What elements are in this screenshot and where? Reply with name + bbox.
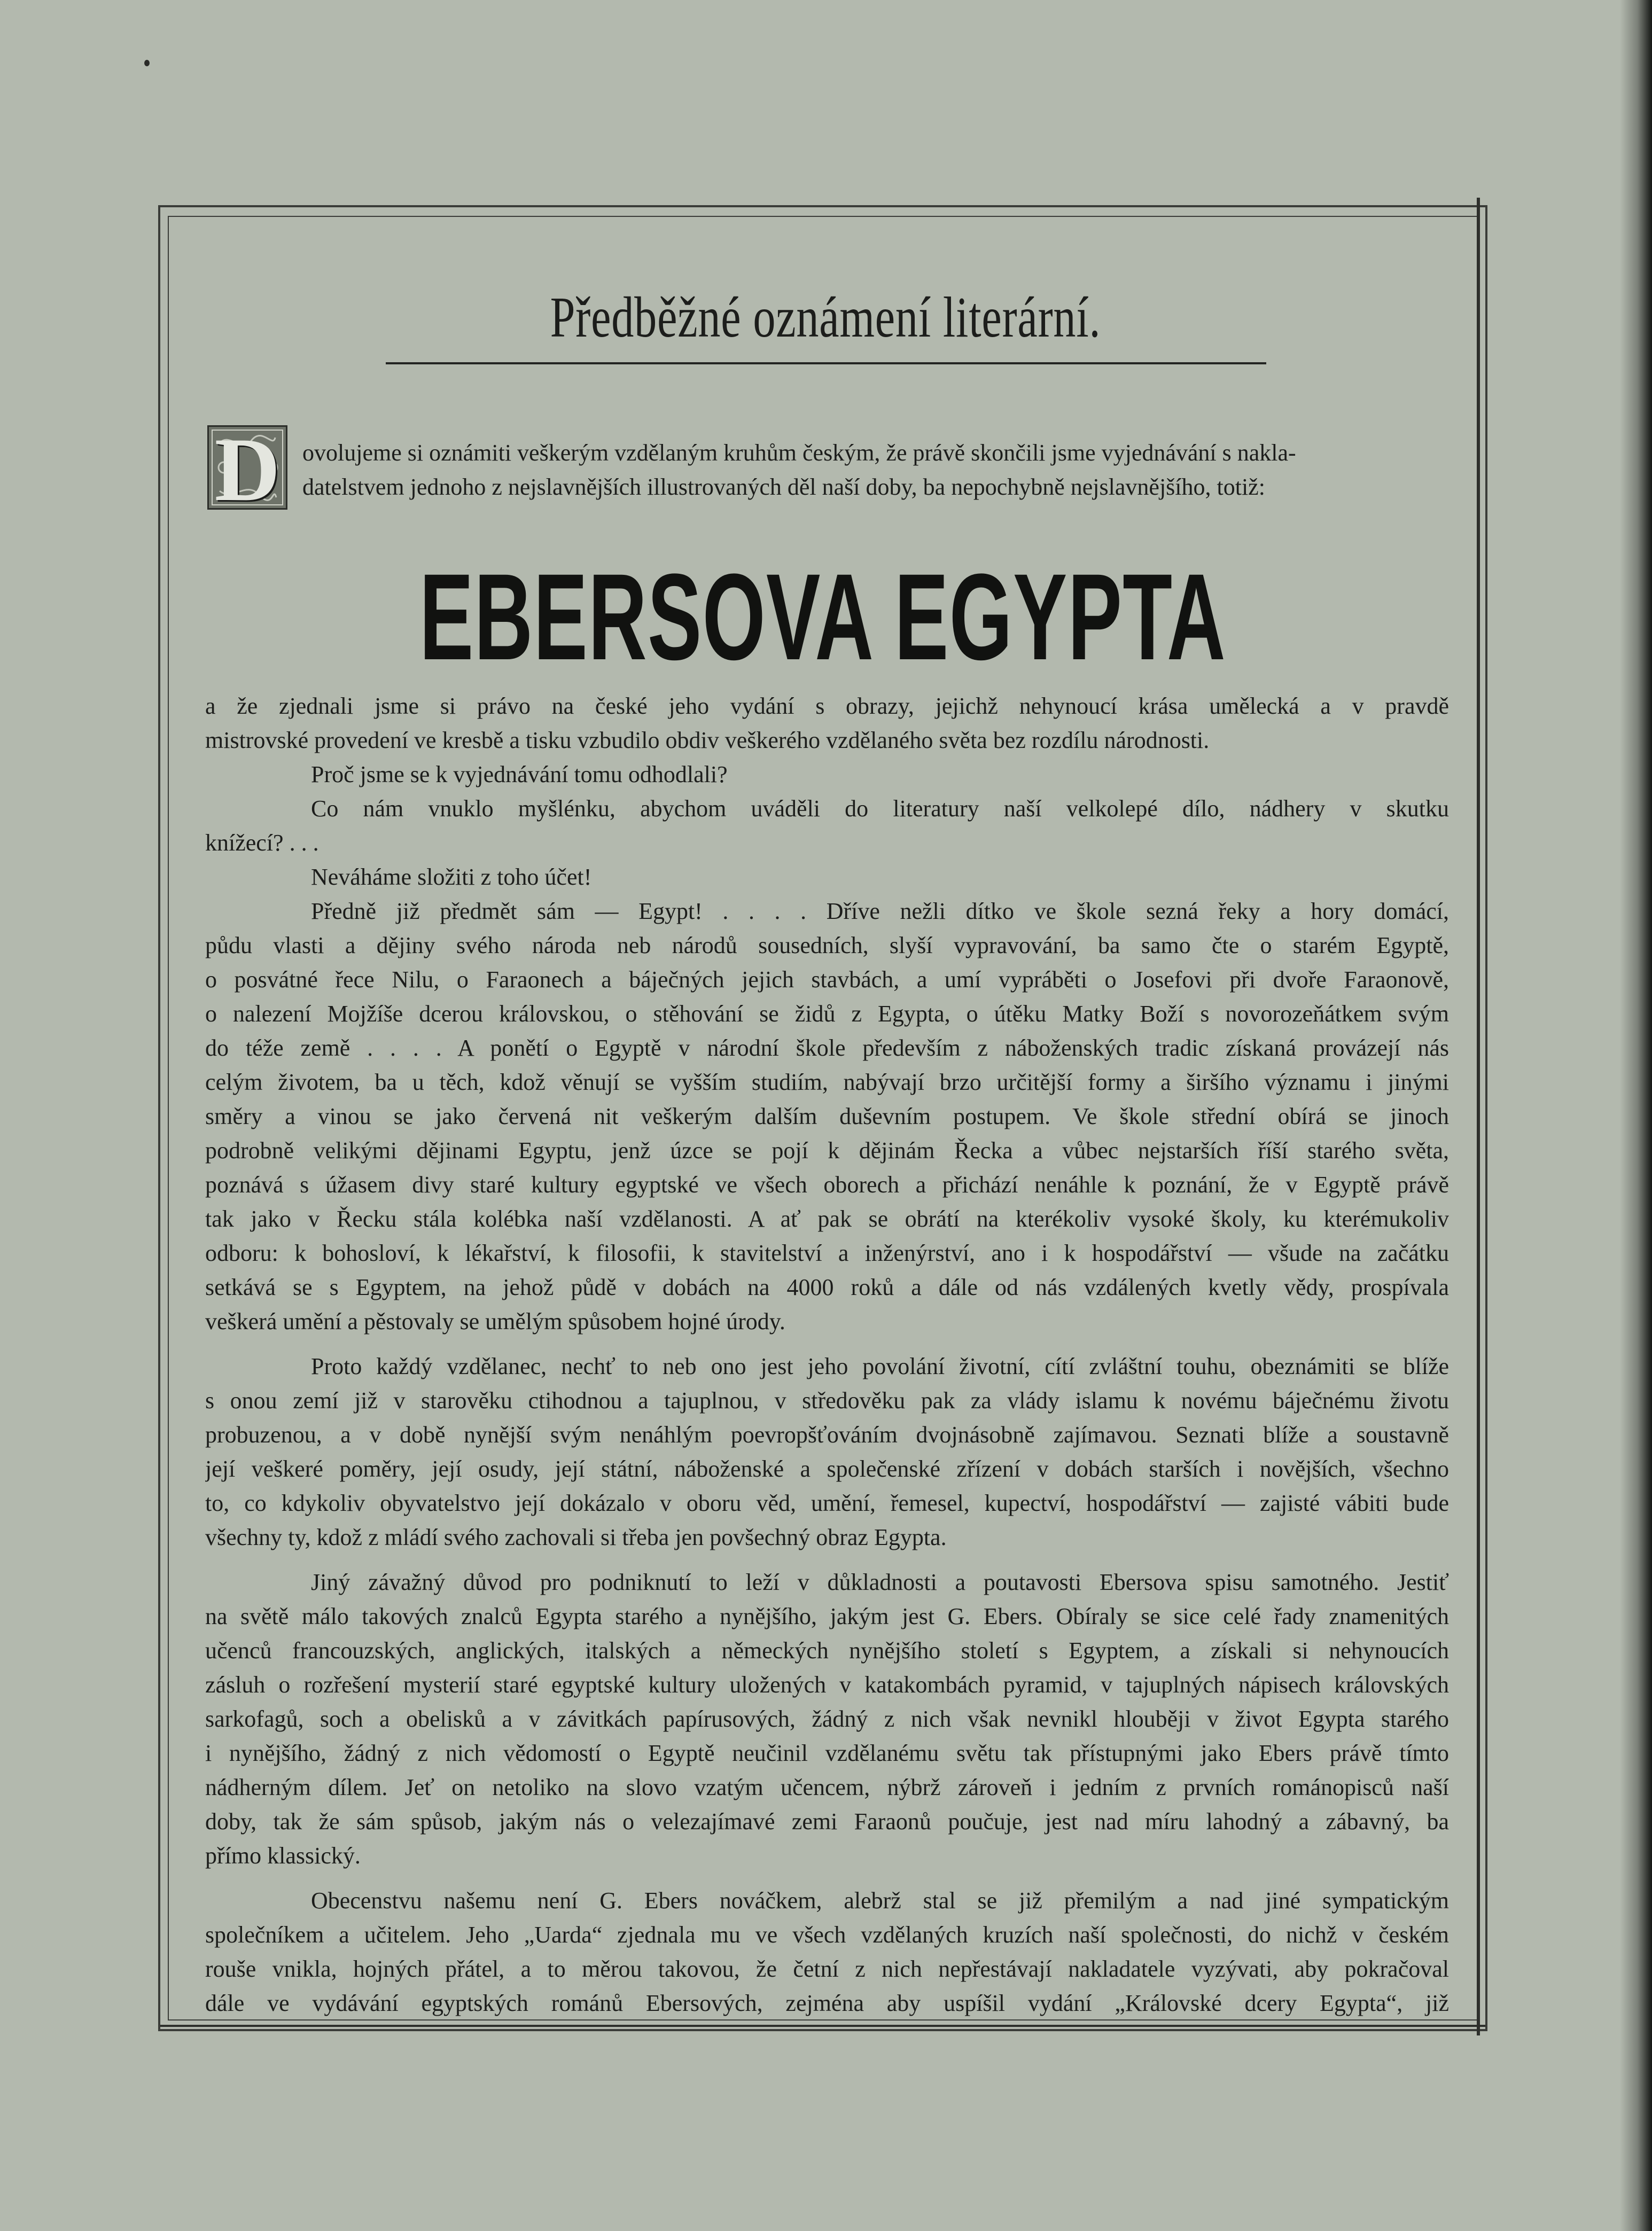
text-line: směry a vinou se jako červená nit veškerým dalším duševním postupem. Ve škole střední obírá se jinoch: [205, 1103, 1449, 1129]
decorative-initial: [207, 419, 287, 520]
text-line: probuzenou, a v době nynější svým nenáhlým poevropšťováním dvojnásobně zajímavou. Seznati blíže a soustavně: [205, 1422, 1449, 1448]
text-line: nádherným dílem. Jeť on netoliko na slovo vzatým učencem, nýbrž zároveň i jedním z prvních románopisců naší: [205, 1774, 1449, 1800]
initial-letter: D: [214, 419, 280, 520]
text-line: zásluh o rozřešení mysterií staré egyptské kultury uložených v katakombách pyramid, v tajuplných nápisech královských: [205, 1672, 1449, 1698]
paragraph: [205, 792, 1449, 860]
text-line: společníkem a učitelem. Jeho „Uarda“ zjednala mu ve všech vzdělaných kruzích naší společnosti, do nichž v českém: [205, 1922, 1449, 1948]
text-line: rouše vnikla, hojných přátel, a to měrou takovou, že četní z nich nepřestávají nakladatele vyzývati, aby pokračoval: [205, 1956, 1449, 1982]
text-line: veškerá umění a pěstovaly se umělým spůsobem hojné úrody.: [205, 1308, 785, 1335]
frame-rule-bottom: [160, 2025, 1485, 2027]
page-heading: Předběžné oznámení literární.: [550, 286, 1101, 349]
announced-title: EBERSOVA EGYPTA: [419, 548, 1226, 685]
text-line: celým životem, ba u těch, kdož věnují se vyšším studiím, nabývají brzo určitější formy a širšího významu i jinými: [205, 1069, 1449, 1095]
text-line: Proto každý vzdělanec, nechť to neb ono jest jeho povolání životní, cítí zvláštní touhu, obeznámiti se blíže: [311, 1353, 1449, 1379]
paragraph: [205, 860, 1449, 894]
text-line: to, co kdykoliv obyvatelstvo její dokázalo v oboru věd, umění, řemesel, kupectví, hospodářství — zajisté vábiti bude: [205, 1490, 1449, 1516]
paragraph: [205, 1349, 1449, 1555]
text-line: odboru: k bohosloví, k lékařství, k filosofii, k stavitelství a inženýrství, ano i k hospodářství — všude na začátku: [205, 1240, 1449, 1266]
text-line: s onou zemí již v starověku ctihodnou a tajuplnou, v středověku pak za vlády islamu k novému báječnému životu: [205, 1387, 1449, 1414]
text-line: sarkofagů, soch a obelisků a v závitkách papírusových, žádný z nich však nevnikl hlouběji v život Egypta starého: [205, 1706, 1449, 1732]
article-body: [205, 689, 1449, 2021]
paragraph: [205, 1565, 1449, 1873]
text-line: mistrovské provedení ve kresbě a tisku vzbudilo obdiv veškerého vzdělaného světa bez rozdílu národnosti.: [205, 727, 1210, 753]
text-line: učenců francouzských, anglických, italských a německých nynějšího století s Egyptem, a získali si nehynoucích: [205, 1637, 1449, 1664]
text-line: poznává s úžasem divy staré kultury egyptské ve všech oborech a přichází nenáhle k poznání, že v Egyptě právě: [205, 1172, 1449, 1198]
intro-line-2: datelstvem jednoho z nejslavnějších illustrovaných děl naší doby, ba nepochybně nejslavnějšího, totiž:: [302, 474, 1265, 500]
text-line: její veškeré poměry, její osudy, její státní, náboženské a společenské zřízení v dobách starších i novějších, všechno: [205, 1456, 1449, 1482]
text-line: tak jako v Řecku stála kolébka naší vzdělanosti. A ať pak se obrátí na kterékoliv vysoké školy, ku kterémukoliv: [205, 1206, 1449, 1232]
text-line: i nynějšího, žádný z nich vědomostí o Egyptě neučinil vzdělanému světu tak přístupnými jako Ebers právě tímto: [205, 1740, 1449, 1766]
paragraph: [205, 1884, 1449, 2021]
text-line: na světě málo takových znalců Egypta starého a nynějšího, jakým jest G. Ebers. Obíraly se sice celé řady znamenitých: [205, 1603, 1449, 1629]
page-edge-shadow: [1620, 0, 1652, 2231]
text-line: půdu vlasti a dějiny svého národa neb národů sousedních, slyší vypravování, ba samo čte o starém Egyptě,: [205, 932, 1449, 958]
paragraph: [205, 894, 1449, 1339]
text-line: dále ve vydávání egyptských románů Ebersových, zejména aby uspíšil vydání „Královské dcery Egypta“, již: [205, 1990, 1449, 2016]
text-line: všechny ty, kdož z mládí svého zachovali si třeba jen povšechný obraz Egypta.: [205, 1524, 947, 1550]
text-line: o posvátné řece Nilu, o Faraonech a báječných jejich stavbách, a umí vypráběti o Josefovi při dvoře Faraonově,: [205, 966, 1449, 993]
heading-underline: [386, 362, 1266, 364]
text-line: Obecenstvu našemu není G. Ebers nováčkem, alebrž stal se již přemilým a nad jiné sympatickým: [311, 1887, 1449, 1914]
text-line: do téže země . . . . A ponětí o Egyptě v národní škole především z náboženských tradic získaná provázejí nás: [205, 1035, 1449, 1061]
paragraph: [205, 758, 1449, 792]
text-line: o nalezení Mojžíše dcerou královskou, o stěhování se židů z Egypta, o útěku Matky Boží s novorozeňátkem svým: [205, 1001, 1449, 1027]
text-line: Neváháme složiti z toho účet!: [311, 864, 592, 890]
text-line: Proč jsme se k vyjednávání tomu odhodlali?: [311, 761, 728, 787]
text-line: Co nám vnuklo myšlénku, abychom uváděli do literatury naší velkolepé dílo, nádhery v skutku: [311, 795, 1449, 822]
text-line: Jiný závažný důvod pro podniknutí to leží v důkladnosti a poutavosti Ebersova spisu samotného. Jestiť: [311, 1569, 1449, 1595]
text-line: podrobně velikými dějinami Egyptu, jenž úzce se pojí k dějinám Řecka a vůbec nejstarších říší starého světa,: [205, 1137, 1449, 1164]
text-line: knížecí? . . .: [205, 830, 319, 856]
text-line: a že zjednali jsme si právo na české jeho vydání s obrazy, jejichž nehynoucí krása umělecká a v pravdě: [205, 693, 1449, 719]
text-line: Předně již předmět sám — Egypt! . . . . Dříve nežli dítko ve škole sezná řeky a hory domácí,: [311, 898, 1449, 924]
text-line: doby, tak že sám spůsob, jakým nás o velezajímavé zemi Faraonů poučuje, jest nad míru lahodný a zábavný, ba: [205, 1808, 1449, 1835]
intro-line-1: ovolujeme si oznámiti veškerým vzdělaným kruhům českým, že právě skončili jsme vyjednávání s nakla-: [302, 440, 1296, 466]
frame-rule-right: [1477, 198, 1480, 2035]
paragraph-gap: [205, 1339, 1449, 1349]
text-line: přímo klassický.: [205, 1843, 361, 1869]
paragraph-gap: [205, 1555, 1449, 1565]
paragraph-gap: [205, 1873, 1449, 1884]
paragraph: [205, 689, 1449, 758]
text-line: setkává se s Egyptem, na jehož půdě v dobách na 4000 roků a dále od nás vzdálených kvetly vědy, prospívala: [205, 1274, 1449, 1300]
ink-speck: [144, 60, 150, 66]
